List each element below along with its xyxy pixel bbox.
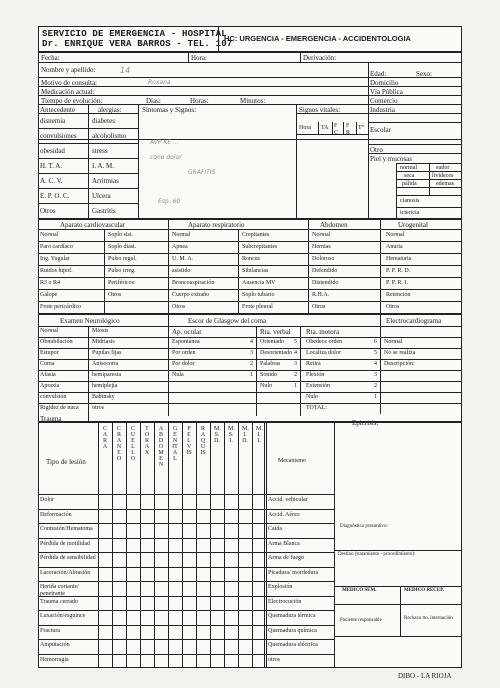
aparato-divider	[38, 265, 462, 266]
ante-divider	[38, 143, 138, 144]
via-publica-label: Vía Pública	[370, 88, 403, 96]
glasgow-ocular: Espontánea	[172, 339, 200, 345]
neuro-item: Apraxia	[40, 383, 60, 389]
lesion-col-divider	[154, 422, 155, 668]
piel-cianosis: cianosis	[400, 198, 420, 204]
comercio-label: Comercio	[370, 97, 398, 105]
aparato-item: Defendido	[312, 268, 338, 274]
glasgow-motora: Obedece orden	[306, 339, 343, 345]
signos-vitales-label: Signos vitales:	[299, 106, 341, 114]
form-title: HC: URGENCIA - EMERGENCIA - ACCIDENTOLOGIA	[224, 34, 411, 43]
glasgow-score: 3	[374, 372, 377, 378]
glasgow-score: 1	[250, 372, 253, 378]
antecedente-item: Ulcera	[92, 192, 111, 200]
aparato-item: R.H.A.	[312, 292, 330, 298]
handwriting-sintomas-1: AVP KE ...	[150, 139, 179, 146]
piel-sudor: sudor	[436, 165, 450, 171]
antecedente-item: H. T. A.	[40, 162, 63, 170]
glasgow-motora: Nulo	[306, 394, 318, 400]
lesion-col-divider	[182, 422, 183, 668]
hospital-doctor: Dr. ENRIQUE VERA BARROS - TEL. 107	[42, 39, 233, 49]
neuro-divider	[38, 359, 462, 360]
lesion-col-header: TORAX	[144, 426, 150, 456]
glasgow-score: 3	[250, 350, 253, 356]
lesion-col-divider	[266, 422, 267, 668]
glasgow-score: 4	[250, 339, 253, 345]
glasgow-ocular: Nula	[172, 372, 184, 378]
ecg-item: Descripción:	[384, 361, 415, 367]
lesion-row-divider	[38, 581, 334, 582]
glasgow-verbal: Palabras	[260, 361, 281, 367]
ecg-item: Normal	[384, 339, 403, 345]
lesion-col-header: RAQUIS	[200, 426, 206, 456]
form-sheet	[38, 26, 462, 668]
epicrisis-label: Epicrisis:	[352, 419, 379, 427]
lesion-row-label: Trauma cerrado	[40, 598, 78, 605]
diag-destino: Destino (tratamiento - procedimiento):	[338, 552, 416, 557]
glasgow-score: 3	[294, 361, 297, 367]
glasgow-motora: Extensión	[306, 383, 330, 389]
antecedente-item: alcoholismo	[92, 132, 127, 140]
lesion-col-header: CARA	[102, 426, 108, 450]
neuro-item: Pupilas fijas	[92, 350, 122, 356]
glasgow-motora: TOTAL:	[306, 405, 327, 411]
ecg-title: Electrocardiograma	[386, 317, 442, 325]
neuro-item: Midriasis	[92, 339, 115, 345]
neuro-item: Rigidez de nuca	[40, 405, 79, 411]
urogenital-title: Urogenital	[398, 221, 428, 229]
neuro-item: otros	[92, 405, 104, 411]
aparato-item: Soplo tubario	[242, 292, 275, 298]
antecedente-item: convulsiones	[40, 132, 77, 140]
lesion-col-header: GENITAL	[172, 426, 178, 462]
handwriting-age: 14	[120, 66, 131, 75]
aparato-item: Normal	[172, 232, 191, 238]
sv-fc: F C	[334, 123, 339, 136]
lesion-row-label: Deformación	[40, 511, 72, 518]
mecanismo-item: otros	[268, 656, 280, 663]
antecedente-item: A. C. V.	[40, 177, 63, 185]
antecedente-label: Antecedente	[40, 106, 75, 114]
lesion-col-header: ABDOMEN	[158, 426, 164, 468]
lesion-col-header: CUELLO	[130, 426, 136, 462]
antecedente-item: I. A. M.	[92, 162, 114, 170]
ante-divider	[38, 158, 138, 159]
mecanismo-item: Accid. Aéreo	[268, 511, 300, 518]
mecanismo-item: Accid. vehicular	[268, 497, 308, 503]
antecedente-item: Otros	[40, 207, 56, 215]
neuro-divider	[38, 348, 462, 349]
lesion-row-label: Luxación/esguince	[40, 613, 86, 619]
motivo-label: Motivo de consulta:	[41, 79, 97, 87]
footer-label: DIBO - LA RIOJA	[398, 672, 452, 680]
lesion-col-header: M.I.I.	[256, 426, 263, 444]
neuro-divider	[38, 381, 462, 382]
aparato-item: Cuerpo extraño	[172, 292, 210, 298]
handwriting-sintomas-3: GRAFITIS	[188, 169, 216, 176]
aparato-item: asistido	[172, 268, 191, 274]
paciente-responsable: Paciente responsable	[340, 618, 382, 623]
mecanismo-item: Quemadura térmica	[268, 613, 316, 619]
minutos-label: Minutos:	[240, 97, 266, 105]
aparato-item: R3 o R4	[40, 280, 61, 286]
domicilio-label: Domicilio	[370, 79, 399, 87]
neuro-divider	[38, 337, 462, 338]
lesion-col-divider	[252, 422, 253, 668]
diag-presuntivo: Diagnóstico presuntivo:	[340, 524, 388, 529]
lesion-col-divider	[238, 422, 239, 668]
piel-seca: seca	[404, 173, 415, 179]
aparato-item: Subcrepitantes	[242, 244, 278, 250]
mecanismo-item: Arma Blanca	[268, 540, 300, 547]
neuro-item: hemiplejía	[92, 383, 118, 389]
sv-hora: Hora	[299, 125, 311, 131]
nombre-label: Nombre y apellido:	[41, 66, 96, 74]
antecedente-item: disnemia	[40, 117, 66, 125]
ecg-item: No se realiza	[384, 350, 416, 356]
medicacion-label: Medicación actual:	[41, 88, 95, 96]
aparato-divider	[38, 301, 462, 302]
aparato-item: Ing. Yugular	[40, 256, 70, 262]
antecedente-item: Arritmias	[92, 177, 119, 185]
otro-label: Otro	[370, 146, 383, 154]
piel-ictericia: ictericia	[400, 210, 420, 216]
dias-label: Días:	[146, 97, 161, 105]
glasgow-motora: Flexión	[306, 372, 325, 378]
aparato-item: Doloroso	[312, 256, 335, 262]
lesion-row-divider	[38, 523, 334, 524]
neuro-item: Afasia	[40, 372, 56, 378]
trauma-label: Trauma	[40, 415, 62, 423]
ante-divider	[38, 128, 138, 129]
lesion-row-divider	[38, 538, 334, 539]
piel-livideces: lívideces	[432, 173, 454, 179]
glasgow-score: 2	[294, 372, 297, 378]
glasgow-score: 1	[294, 383, 297, 389]
neuro-divider	[38, 403, 462, 404]
hospital-name: SERVICIO DE EMERGENCIA - HOSPITAL	[42, 29, 227, 39]
aparato-item: P. P. R. I.	[386, 280, 408, 286]
lesion-row-divider	[38, 610, 334, 611]
lesion-col-divider	[126, 422, 127, 668]
lesion-row-divider	[38, 625, 334, 626]
neuro-item: Obnubilación	[40, 339, 73, 345]
neuro-item: hemiparesia	[92, 372, 121, 378]
lesion-row-label: Fractura	[40, 627, 60, 634]
piel-label: Piel y mucosas	[370, 155, 412, 163]
cardio-title: Aparato cardiovascular	[60, 221, 126, 229]
aparato-item: Paro cardíaco	[40, 244, 73, 250]
glasgow-score: 4	[294, 350, 297, 356]
abdomen-title: Abdomen	[320, 221, 348, 229]
aparato-item: Anuria	[386, 244, 403, 250]
verbal-header: Rta. verbal	[260, 328, 291, 336]
lesion-row-divider	[38, 596, 334, 597]
neuro-title: Examen Neurológico	[60, 317, 120, 325]
lesion-row-label: Pérdida de motilidad	[40, 540, 90, 547]
aparato-item: Normal	[386, 232, 405, 238]
lesion-col-divider	[140, 422, 141, 668]
edad-label: Edad:	[370, 70, 387, 78]
lesion-col-header: M.S.I.	[228, 426, 235, 444]
sv-temp: T°	[358, 125, 365, 131]
aparato-item: Retención	[386, 292, 411, 298]
fecha-label: Fecha:	[41, 54, 60, 62]
medico-sem: MEDICO SEM.	[342, 588, 377, 593]
antecedente-item: stress	[92, 147, 108, 155]
aparato-item: Apnea	[172, 244, 188, 250]
glasgow-score: 6	[374, 339, 377, 345]
lesion-col-divider	[210, 422, 211, 668]
aparato-item: Galope	[40, 292, 58, 298]
aparato-item: Soplo sist.	[108, 232, 134, 238]
handwriting-sintomas-2: cono dolor	[150, 154, 182, 161]
glasgow-score: 2	[250, 361, 253, 367]
medico-recep: MEDICO RECEP.	[404, 588, 445, 593]
handwriting-sintomas-4: Esp. 60	[158, 198, 181, 205]
piel-palida: pálida	[402, 181, 417, 187]
aparato-divider	[38, 277, 462, 278]
lesion-row-label: Contusión/Hematoma	[40, 526, 93, 532]
lesion-row-label: Amputación	[40, 642, 70, 648]
lesion-row-divider	[38, 509, 334, 510]
lesion-col-divider	[168, 422, 169, 668]
lesion-row-label: Herida cortante/ penetrante	[40, 584, 79, 597]
aparato-item: U. M. A.	[172, 256, 194, 262]
piel-normal: normal	[400, 165, 417, 171]
neuro-divider	[38, 370, 462, 371]
aparato-item: Crepitantes	[242, 232, 270, 238]
aparato-item: Sibilancias	[242, 268, 269, 274]
neuro-item: Estupor	[40, 350, 59, 356]
glasgow-ocular: Por dolor	[172, 361, 195, 367]
lesion-col-header: CRANEO	[116, 426, 122, 462]
mecanismo-item: Explosión	[268, 584, 293, 590]
resp-title: Aparato respiratorio	[188, 221, 245, 229]
neuro-divider	[38, 392, 462, 393]
aparato-item: Hernias	[312, 244, 331, 250]
glasgow-score: 5	[294, 339, 297, 345]
sintomas-label: Síntomas y Signos:	[142, 106, 197, 114]
aparato-item: Ausencia MV	[242, 280, 276, 286]
lesion-col-header: M.S.D.	[214, 426, 221, 444]
mecanismo-item: Picadura/ mordedura	[268, 569, 319, 576]
aparato-item: Normal	[40, 232, 59, 238]
aparato-item: Normal	[312, 232, 331, 238]
lesion-col-divider	[224, 422, 225, 668]
aparato-item: Soplo diast.	[108, 244, 137, 250]
aparato-item: Roncus	[242, 256, 260, 262]
antecedente-item: Gastritis	[92, 207, 116, 215]
glasgow-score: 1	[374, 394, 377, 400]
lesion-row-label: Pérdida de sensibilidad	[40, 555, 96, 561]
lesion-col-divider	[196, 422, 197, 668]
handwriting-motivo: Roxana	[148, 79, 171, 86]
lesion-row-label: Laceración/Abrasión	[40, 569, 91, 576]
glasgow-motora: Localiza dolor	[306, 350, 341, 356]
glasgow-score: 4	[374, 361, 377, 367]
aparato-item: Broncoaspiración	[172, 280, 215, 286]
antecedente-item: diabetes	[92, 117, 115, 125]
derivacion-label: Derivación:	[303, 54, 337, 62]
industria-label: Industria	[370, 106, 395, 114]
mecanismo-item: Caída	[268, 526, 282, 532]
lesion-row-divider	[38, 639, 334, 640]
glasgow-score: 5	[374, 350, 377, 356]
aparato-item: Ruidos hipof.	[40, 268, 73, 274]
rechazo-internacion: Rechazo tto. internación	[404, 616, 453, 621]
glasgow-ocular: Por orden	[172, 350, 196, 356]
lesion-row-label: Hemorragia	[40, 656, 69, 663]
glasgow-title: Escor de Glasgow del coma	[188, 317, 267, 325]
lesion-col-header: M.I.D.	[242, 426, 249, 444]
aparato-item: Periféricos:	[108, 280, 136, 286]
aparato-item: Hematuria	[386, 256, 412, 262]
neuro-item: Normal	[40, 328, 59, 334]
glasgow-verbal: Orientado	[260, 339, 284, 345]
lesion-col-header: PELVIS	[186, 426, 192, 456]
ante-divider	[38, 203, 138, 204]
neuro-item: convulsión	[40, 394, 67, 400]
ocular-header: Ap. ocular	[172, 328, 202, 336]
ante-divider	[38, 173, 138, 174]
aparato-item: Pulso irreg.	[108, 268, 136, 274]
neuro-item: Babinsky	[92, 394, 115, 400]
antecedente-item: E. P. O. C.	[40, 192, 70, 200]
mecanismo-item: Electrocución	[268, 598, 302, 605]
lesion-row-divider	[38, 567, 334, 568]
aparato-item: Distendido	[312, 280, 339, 286]
sv-fr: F R	[346, 123, 351, 136]
mecanismo-item: Quemadura eléctrica	[268, 642, 318, 648]
horas-label: Horas:	[190, 97, 209, 105]
mecanismo-item: Quemadura química	[268, 627, 317, 634]
escolar-label: Escolar	[370, 126, 391, 134]
aparato-divider	[38, 289, 462, 290]
aparato-item: Frote pleural	[242, 304, 273, 310]
sexo-label: Sexo:	[416, 70, 432, 78]
motora-header: Rta. motora	[306, 328, 340, 336]
aparato-item: Pulso regul.	[108, 256, 137, 262]
aparato-item: Frote pericárdico	[40, 304, 82, 310]
piel-edemas: edemas	[436, 181, 454, 187]
antecedente-item: obesidad	[40, 147, 65, 155]
glasgow-score: 2	[374, 383, 377, 389]
glasgow-verbal: Desorientado	[260, 350, 292, 356]
ante-divider	[38, 188, 138, 189]
neuro-item: Anisocoria	[92, 361, 119, 367]
aparato-item: P. P. R. D.	[386, 268, 411, 274]
aparato-item: Otros	[172, 304, 186, 310]
mecanismo-label: Mecanismo	[278, 458, 306, 464]
mecanismo-item: Arma de fuego	[268, 555, 304, 561]
tipo-lesion-label: Tipo de lesión	[46, 458, 86, 466]
alergias-label: alergias:	[98, 106, 122, 114]
lesion-row-divider	[38, 654, 334, 655]
hora-label: Hora:	[191, 54, 207, 62]
glasgow-verbal: Nulo	[260, 383, 272, 389]
aparato-item: Otros	[386, 304, 400, 310]
aparato-divider	[38, 241, 462, 242]
sv-ta: TA	[321, 125, 329, 131]
tiempo-label: Tiempo de evolución:	[41, 97, 103, 105]
aparato-item: Otros	[312, 304, 326, 310]
lesion-col-divider	[112, 422, 113, 668]
neuro-item: Miosis	[92, 328, 109, 334]
glasgow-motora: Retira	[306, 361, 321, 367]
neuro-item: Coma	[40, 361, 55, 367]
glasgow-verbal: Sonido	[260, 372, 278, 378]
lesion-row-label: Dolor	[40, 497, 54, 503]
lesion-row-divider	[38, 552, 334, 553]
aparato-divider	[38, 253, 462, 254]
aparato-item: Otros	[108, 292, 122, 298]
